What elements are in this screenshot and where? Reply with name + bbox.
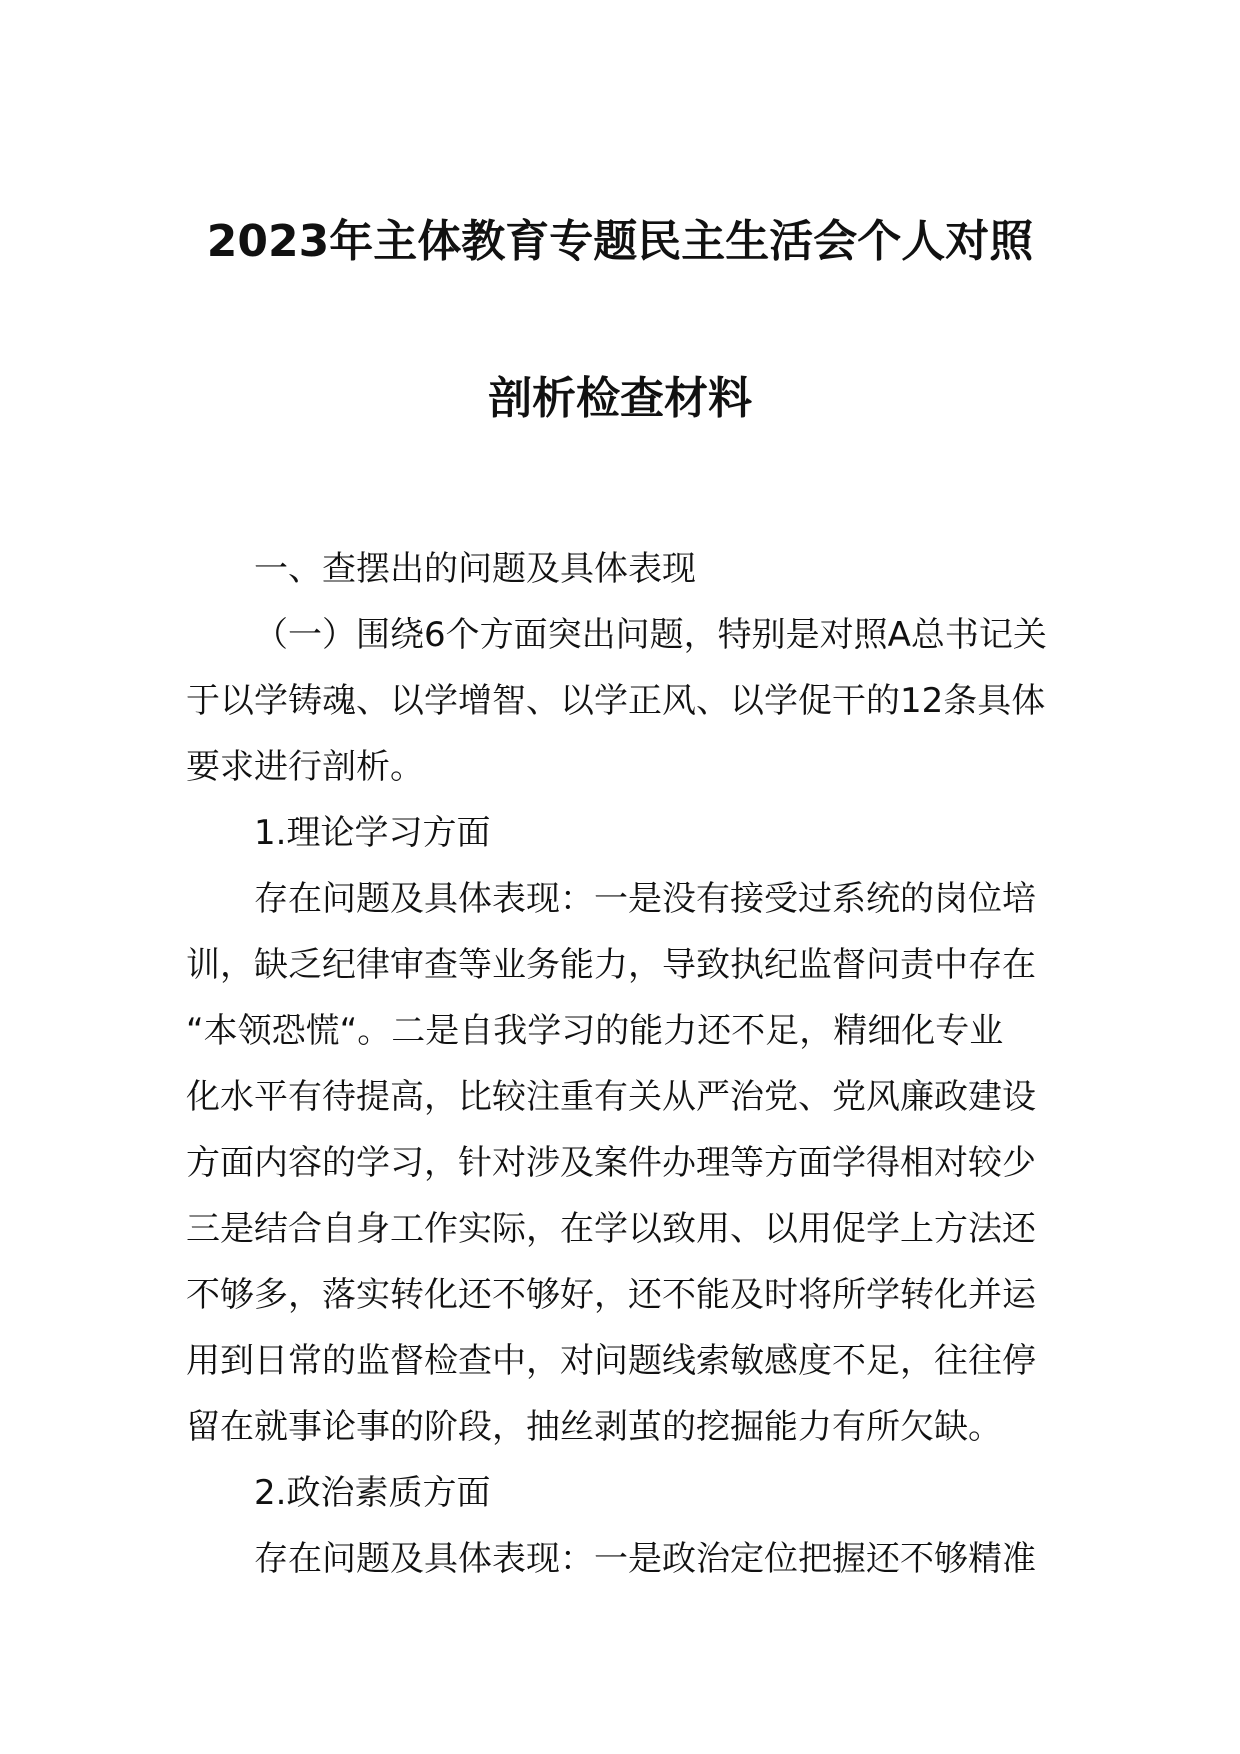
body-line: 三是结合自身工作实际，在学以致用、以用促学上方法还 (186, 1209, 1036, 1249)
body-line: 于以学铸魂、以学增智、以学正风、以学促干的12条具体 (186, 681, 1046, 721)
body-line: 要求进行剖析。 (186, 747, 424, 787)
body-line: 用到日常的监督检查中，对问题线索敏感度不足，往往停 (186, 1341, 1036, 1381)
body-line: 存在问题及具体表现：一是没有接受过系统的岗位培 (254, 879, 1036, 919)
document-title-line1: 2023年主体教育专题民主生活会个人对照 (206, 216, 1034, 267)
body-line: 2.政治素质方面 (254, 1473, 491, 1513)
body-line: “本领恐慌“。二是自我学习的能力还不足，精细化专业 (186, 1011, 1004, 1051)
body-line: （一）围绕6个方面突出问题，特别是对照A总书记关 (254, 615, 1047, 655)
body-line: 留在就事论事的阶段，抽丝剥茧的挖掘能力有所欠缺。 (186, 1407, 1002, 1447)
document-title-line2: 剖析检查材料 (488, 373, 752, 424)
body-line: 一、查摆出的问题及具体表现 (254, 549, 696, 589)
body-line: 化水平有待提高，比较注重有关从严治党、党风廉政建设 (186, 1077, 1036, 1117)
body-line: 不够多，落实转化还不够好，还不能及时将所学转化并运 (186, 1275, 1036, 1315)
body-line: 方面内容的学习，针对涉及案件办理等方面学得相对较少 (186, 1143, 1036, 1183)
document-body (186, 536, 1056, 1592)
body-line: 1.理论学习方面 (254, 813, 491, 853)
body-line: 训，缺乏纪律审查等业务能力，导致执纪监督问责中存在 (186, 945, 1036, 985)
body-line: 存在问题及具体表现：一是政治定位把握还不够精准 (254, 1539, 1036, 1579)
